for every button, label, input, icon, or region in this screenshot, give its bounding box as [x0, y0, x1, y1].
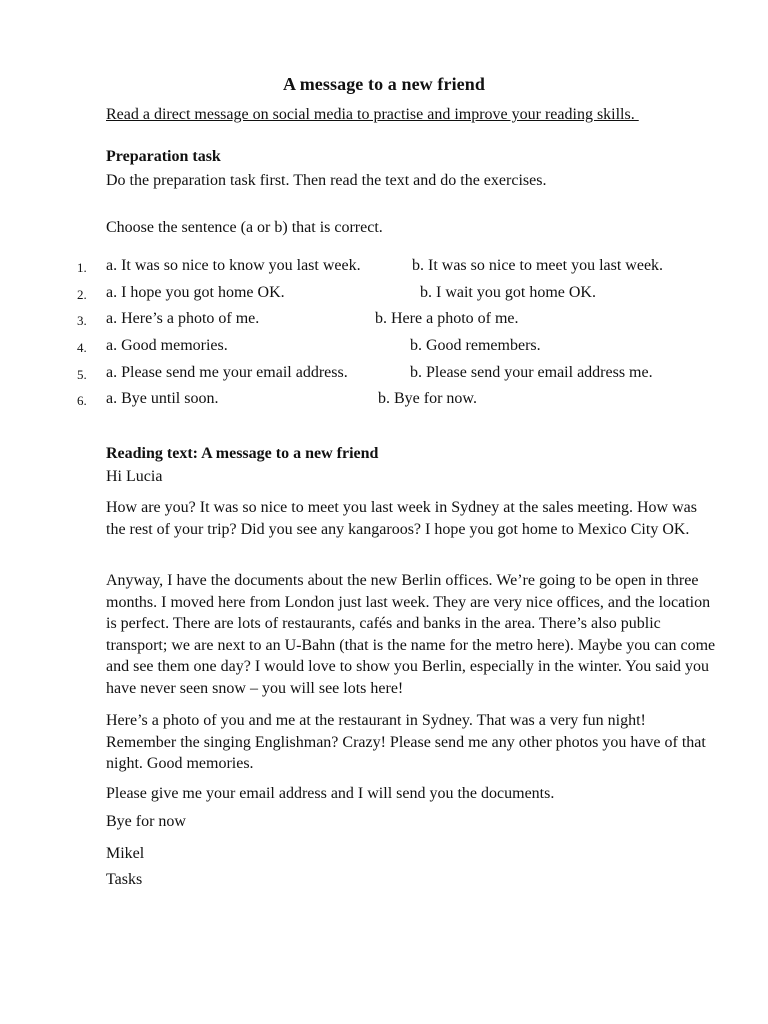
option-a: a. I hope you got home OK.	[106, 284, 285, 301]
item-number: 6.	[77, 393, 87, 408]
item-number: 1.	[77, 260, 87, 275]
item-number: 3.	[77, 313, 87, 328]
preparation-prompt: Choose the sentence (a or b) that is correct.	[106, 219, 383, 236]
tasks-label: Tasks	[106, 871, 143, 888]
option-a: a. Good memories.	[106, 337, 228, 354]
option-a: a. Bye until soon.	[106, 390, 219, 407]
reading-heading: Reading text: A message to a new friend	[106, 445, 379, 462]
option-b: b. It was so nice to meet you last week.	[412, 257, 664, 274]
option-b: b. I wait you got home OK.	[420, 284, 596, 301]
option-b: b. Here a photo of me.	[375, 310, 519, 327]
reading-greeting: Hi Lucia	[106, 468, 163, 485]
option-b: b. Please send your email address me.	[410, 364, 653, 381]
reading-signoff: Bye for now	[106, 813, 186, 830]
preparation-heading: Preparation task	[106, 148, 221, 165]
option-b: b. Bye for now.	[378, 390, 477, 407]
page-title: A message to a new friend	[283, 74, 485, 94]
option-b: b. Good remembers.	[410, 337, 541, 354]
item-number: 4.	[77, 340, 87, 355]
option-a: a. Please send me your email address.	[106, 364, 348, 381]
reading-paragraph: Please give me your email address and I will send you the documents.	[106, 785, 555, 802]
page-subtitle: Read a direct message on social media to practise and improve your reading skills.	[106, 106, 639, 123]
item-number: 5.	[77, 367, 87, 382]
reading-paragraph: Here’s a photo of you and me at the restaurant in Sydney. That was a very fun night! Remember the singing Englishman? Crazy! Please send me any other photos you have of that night. Good memories.	[106, 712, 706, 772]
option-a: a. Here’s a photo of me.	[106, 310, 260, 327]
reading-paragraph: Anyway, I have the documents about the new Berlin offices. We’re going to be open in three months. I moved here from London just last week. They are very nice offices, and the location is perfect. There are lots of restaurants, cafés and banks in the area. There’s also public transport; we are next to an U-Bahn (that is the name for the metro here). Maybe you can come and see them one day? I would love to show you Berlin, especially in the winter. You said you have never seen snow – you will see lots here!	[106, 572, 716, 697]
reading-paragraph: How are you? It was so nice to meet you last week in Sydney at the sales meeting. How was the rest of your trip? Did you see any kangaroos? I hope you got home to Mexico City OK.	[106, 499, 697, 538]
preparation-instruction: Do the preparation task first. Then read the text and do the exercises.	[106, 172, 547, 189]
reading-signature: Mikel	[106, 845, 145, 862]
option-a: a. It was so nice to know you last week.	[106, 257, 361, 274]
item-number: 2.	[77, 287, 87, 302]
